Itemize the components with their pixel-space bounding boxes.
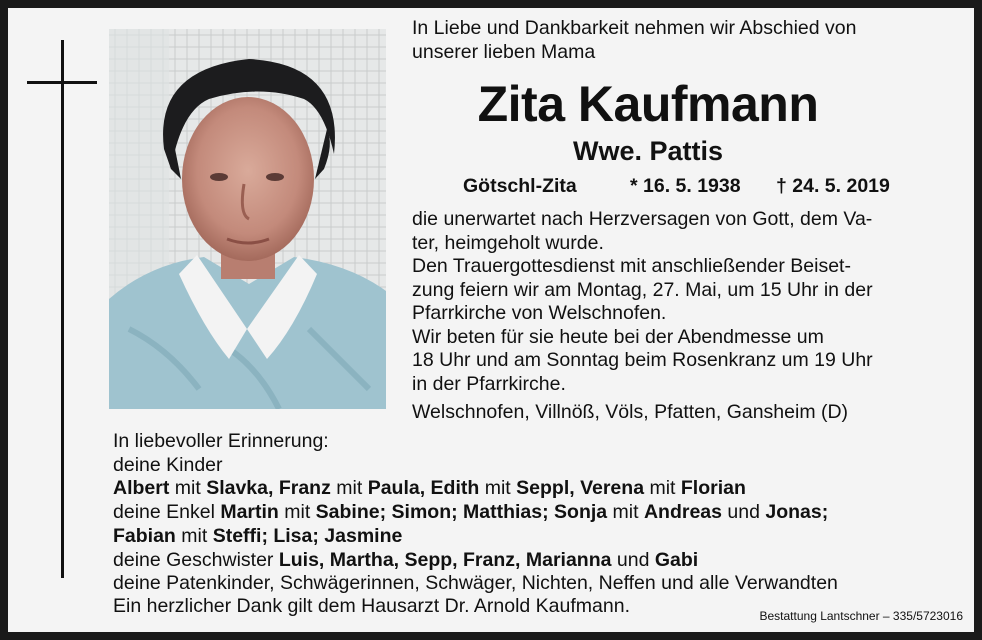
children-line — [113, 477, 963, 501]
name-bold: Sabine; Simon; Matthias; Sonja — [315, 501, 608, 524]
connector: mit — [169, 477, 207, 500]
intro-text — [412, 16, 962, 64]
text-line: 18 Uhr und am Sonntag beim Rosenkranz um 19 Uhr — [412, 349, 873, 371]
connector: mit — [278, 501, 316, 524]
death-date: † 24. 5. 2019 — [776, 175, 890, 197]
text-line: zung feiern wir am Montag, 27. Mai, um 15 Uhr in der — [412, 278, 873, 301]
birth-date: * 16. 5. 1938 — [630, 175, 741, 197]
connector: und — [611, 548, 655, 571]
text-line: die unerwartet nach Herzversagen von Gott, dem Va- — [412, 208, 873, 230]
text-line: in der Pfarrkirche. — [412, 372, 566, 395]
text-line: ter, heimgeholt wurde. — [412, 231, 604, 254]
grandchildren-line-2 — [113, 525, 963, 549]
name-bold: Fabian — [113, 524, 176, 547]
intro-line-1: In Liebe und Dankbarkeit nehmen wir Abschied von — [412, 17, 857, 39]
name-bold: Paula, Edith — [367, 477, 480, 500]
connector: mit — [644, 477, 681, 500]
connector: mit — [175, 524, 213, 547]
name-bold: Martin — [220, 501, 279, 524]
announcement-text — [412, 208, 957, 396]
connector: mit — [479, 477, 517, 500]
family-list — [113, 430, 963, 596]
text-line: Pfarrkirche von Welschnofen. — [412, 302, 667, 324]
text-line: Den Trauergottesdienst mit anschließender Beiset- — [412, 255, 851, 277]
grandchildren-line — [113, 501, 963, 525]
places-line: Welschnofen, Villnöß, Völs, Pfatten, Gansheim (D) — [412, 401, 849, 423]
siblings-line — [113, 549, 963, 573]
name-bold: Jonas; — [765, 501, 829, 524]
remembrance-line: In liebevoller Erinnerung: — [113, 430, 329, 452]
portrait-image — [109, 29, 386, 409]
undertaker-credit: Bestattung Lantschner – 335/5723016 — [759, 609, 963, 623]
name-bold: Slavka, Franz — [206, 477, 331, 500]
name-bold: Gabi — [654, 548, 699, 571]
name-bold: Steffi; Lisa; Jasmine — [212, 524, 403, 547]
deceased-name: Zita Kaufmann — [477, 76, 819, 132]
connector: mit — [330, 477, 368, 500]
connector: mit — [607, 501, 644, 524]
name-bold: Florian — [680, 477, 746, 500]
thanks-line: Ein herzlicher Dank gilt dem Hausarzt Dr. Arnold Kaufmann. — [113, 595, 630, 617]
connector: und — [722, 501, 766, 524]
cross-icon-vertical — [61, 40, 64, 578]
other-relatives-line: deine Patenkinder, Schwägerinnen, Schwäger, Nichten, Neffen und alle Verwandten — [113, 572, 838, 595]
name-bold: Albert — [113, 477, 170, 500]
life-dates — [463, 174, 923, 198]
siblings-label: deine Geschwister — [113, 548, 279, 571]
text-line: Wir beten für sie heute bei der Abendmesse um — [412, 325, 824, 348]
portrait-photo — [109, 29, 386, 409]
birth-name: Götschl-Zita — [463, 175, 577, 197]
grandchildren-label: deine Enkel — [113, 501, 221, 524]
name-bold: Seppl, Verena — [516, 477, 645, 500]
cross-icon-horizontal — [27, 81, 97, 84]
intro-line-2: unserer lieben Mama — [412, 41, 596, 63]
name-bold: Luis, Martha, Sepp, Franz, Marianna — [278, 548, 612, 571]
widow-of: Wwe. Pattis — [572, 136, 724, 166]
children-label: deine Kinder — [113, 453, 223, 476]
name-bold: Andreas — [643, 501, 722, 524]
